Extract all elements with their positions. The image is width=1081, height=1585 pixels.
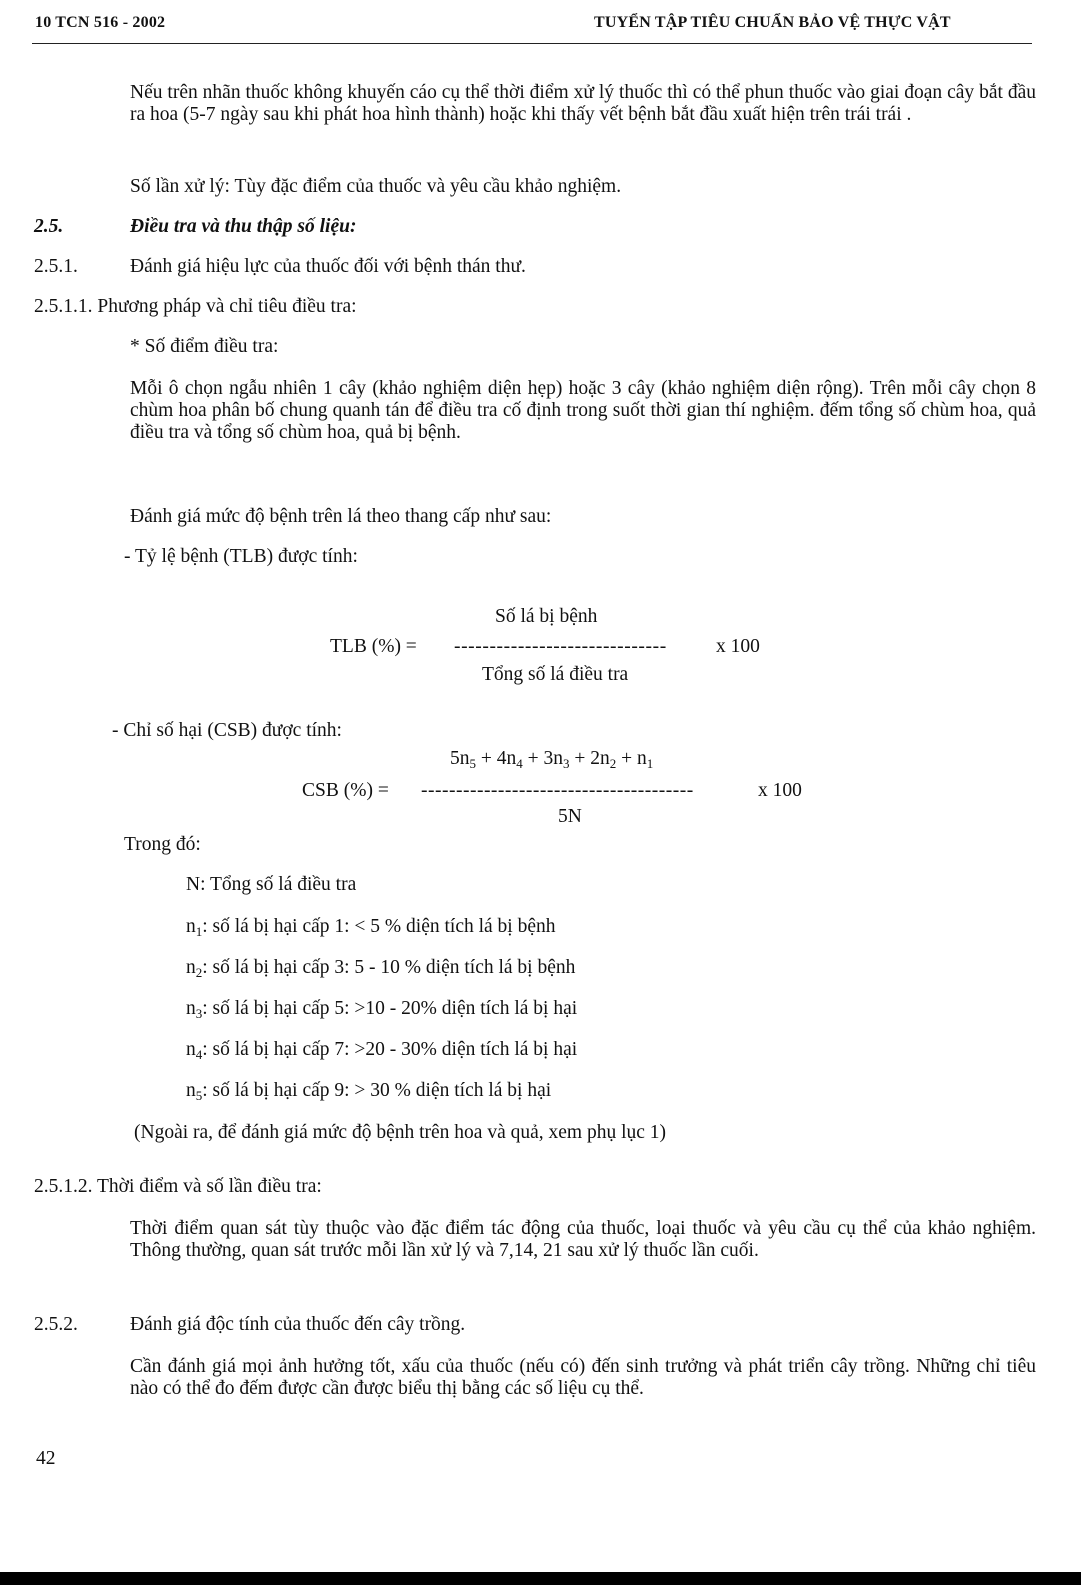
scan-bottom-edge xyxy=(0,1572,1081,1585)
section-2-5-2-number: 2.5.2. xyxy=(34,1314,78,1335)
where-label: Trong đó: xyxy=(124,834,201,855)
csb-intro: - Chỉ số hại (CSB) được tính: xyxy=(112,720,342,741)
section-2-5-2-title: Đánh giá độc tính của thuốc đến cây trồng. xyxy=(130,1314,466,1335)
page-number: 42 xyxy=(36,1448,56,1469)
tlb-lhs: TLB (%) = xyxy=(330,636,417,657)
definition-n1: $n_1$: số lá bị hại cấp 1: < 5 % diện tích lá bị bệnh xyxy=(186,916,556,939)
tlb-fraction-line: ------------------------------ xyxy=(454,636,667,657)
section-2-5-title: Điều tra và thu thập số liệu: xyxy=(130,216,357,237)
phytotoxicity-paragraph: Cần đánh giá mọi ảnh hưởng tốt, xấu của thuốc (nếu có) đến sinh trưởng và phát triển cây trồng. Những chỉ tiêu nào có thể đo đếm được cần được biểu thị bằng các số liệu cụ thể. xyxy=(130,1356,1036,1399)
definition-n4: $n_4$: số lá bị hại cấp 7: >20 - 30% diện tích lá bị hại xyxy=(186,1039,578,1062)
definition-N: N: Tổng số lá điều tra xyxy=(186,874,357,895)
header-code: 10 TCN 516 - 2002 xyxy=(35,14,166,31)
csb-denominator: 5N xyxy=(558,806,582,827)
header-collection-title: TUYỂN TẬP TIÊU CHUẨN BẢO VỆ THỰC VẬT xyxy=(594,14,951,31)
intro-paragraph: Nếu trên nhãn thuốc không khuyến cáo cụ thể thời điểm xử lý thuốc thì có thể phun thuốc vào giai đoạn cây bắt đầu ra hoa (5-7 ngày sau khi phát hoa hình thành) hoặc khi thấy vết bệnh bắt đầu xuất hiện trên trái trái . xyxy=(130,82,1036,125)
csb-lhs: CSB (%) = xyxy=(302,780,389,801)
csb-fraction-line: --------------------------------------- xyxy=(421,780,694,801)
section-2-5-1-number: 2.5.1. xyxy=(34,256,78,277)
tlb-multiplier: x 100 xyxy=(716,636,760,657)
observation-timing-paragraph: Thời điểm quan sát tùy thuộc vào đặc điểm tác động của thuốc, loại thuốc và yêu cầu cụ thể của khảo nghiệm. Thông thường, quan sát trước mỗi lần xử lý và 7,14, 21 sau xử lý thuốc lần cuối. xyxy=(130,1218,1036,1261)
section-2-5-1-title: Đánh giá hiệu lực của thuốc đối với bệnh thán thư. xyxy=(130,256,526,277)
section-2-5-1-1-heading: 2.5.1.1. Phương pháp và chỉ tiêu điều tra: xyxy=(34,296,357,317)
definition-n2: $n_2$: số lá bị hại cấp 3: 5 - 10 % diện tích lá bị bệnh xyxy=(186,957,576,980)
survey-points-label: * Số điểm điều tra: xyxy=(130,336,279,357)
tlb-intro: - Tỷ lệ bệnh (TLB) được tính: xyxy=(124,546,358,567)
section-2-5-1-2-heading: 2.5.1.2. Thời điểm và số lần điều tra: xyxy=(34,1176,322,1197)
tlb-numerator: Số lá bị bệnh xyxy=(495,606,598,627)
csb-numerator: $5n_5 + 4n_4 + 3n_3 + 2n_2 + n_1$ xyxy=(450,748,654,771)
sampling-paragraph: Mỗi ô chọn ngẫu nhiên 1 cây (khảo nghiệm diện hẹp) hoặc 3 cây (khảo nghiệm diện rộng). Trên mỗi cây chọn 8 chùm hoa phân bố chung quanh tán để điều tra cố định trong suốt thời gian thí nghiệm. đếm tổng số chùm hoa, quả điều tra và tổng số chùm hoa, quả bị bệnh. xyxy=(130,378,1036,443)
rating-scale-intro: Đánh giá mức độ bệnh trên lá theo thang cấp như sau: xyxy=(130,506,552,527)
section-2-5-number: 2.5. xyxy=(34,216,64,237)
definition-n3: $n_3$: số lá bị hại cấp 5: >10 - 20% diện tích lá bị hại xyxy=(186,998,578,1021)
definition-n5: $n_5$: số lá bị hại cấp 9: > 30 % diện tích lá bị hại xyxy=(186,1080,552,1103)
csb-multiplier: x 100 xyxy=(758,780,802,801)
header-rule xyxy=(32,43,1032,44)
appendix-note: (Ngoài ra, để đánh giá mức độ bệnh trên hoa và quả, xem phụ lục 1) xyxy=(134,1122,667,1143)
tlb-denominator: Tổng số lá điều tra xyxy=(482,664,629,685)
treatment-count-line: Số lần xử lý: Tùy đặc điểm của thuốc và yêu cầu khảo nghiệm. xyxy=(130,176,622,197)
